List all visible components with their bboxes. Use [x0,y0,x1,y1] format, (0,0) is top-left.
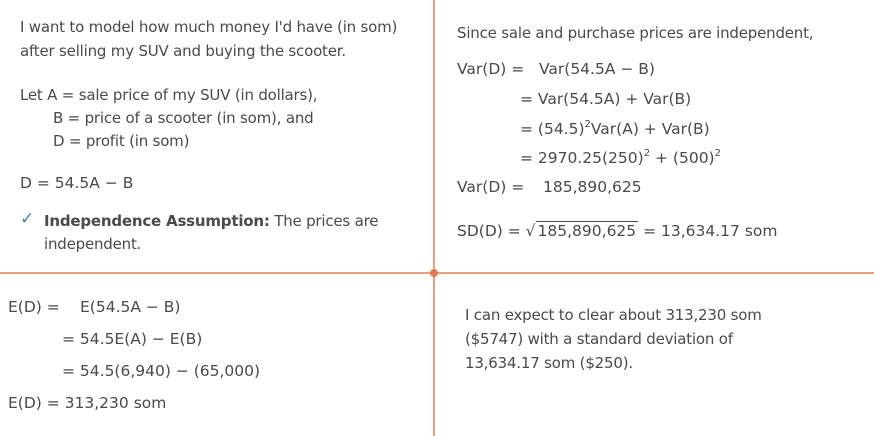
assumption-line-2: independent. [44,235,142,253]
intro-line-2: after selling my SUV and buying the scooter. [20,42,346,60]
variance-result-lhs: Var(D) = [457,178,525,196]
check-icon: ✓ [20,209,35,229]
variance-step-1: Var(54.5A − B) [539,60,655,78]
expected-step-3: = 54.5(6,940) − (65,000) [62,362,261,380]
variance-step-2: = Var(54.5A) + Var(B) [520,90,692,108]
variance-step-3-pre: = (54.5) [520,120,585,138]
variance-step-3 [520,119,710,138]
variance-step-4-exp-1: 2 [643,148,651,159]
variance-step-3-exp: 2 [584,119,591,130]
definition-d: D = profit (in som) [53,132,190,150]
intro-line-1: I want to model how much money I'd have (in som) [20,18,398,36]
sd-equation [457,222,777,240]
assumption-label: Independence Assumption: [44,212,270,230]
conclusion-line-3: 13,634.17 som ($250). [465,354,633,372]
variance-lhs: Var(D) = [457,60,525,78]
sd-radicand: 185,890,625 [537,222,637,240]
expected-lhs: E(D) = [8,298,60,316]
variance-step-4-mid: + (500) [650,149,715,167]
expected-result: E(D) = 313,230 som [8,394,167,412]
sd-lhs: SD(D) = [457,222,521,240]
variance-step-4-pre: = 2970.25(250) [520,149,644,167]
center-dot [430,269,438,277]
assumption-text-1: The prices are [274,212,379,230]
conclusion-line-2: ($5747) with a standard deviation of [465,330,733,348]
variance-step-3-post: Var(A) + Var(B) [590,120,710,138]
definition-b: B = price of a scooter (in som), and [53,109,314,127]
variance-result: 185,890,625 [543,178,642,196]
square-root [526,222,639,240]
sqrt-icon: √ [525,222,536,240]
conclusion-line-1: I can expect to clear about 313,230 som [465,306,762,324]
expected-step-1: E(54.5A − B) [80,298,181,316]
variance-intro: Since sale and purchase prices are independent, [457,24,814,42]
model-equation: D = 54.5A − B [20,174,134,192]
sd-result: = 13,634.17 som [643,222,778,240]
definition-a: Let A = sale price of my SUV (in dollars), [20,86,318,104]
variance-step-4 [520,148,721,167]
assumption-line-1 [44,212,378,230]
variance-step-4-exp-2: 2 [714,148,721,159]
vertical-divider [433,0,435,436]
expected-step-2: = 54.5E(A) − E(B) [62,330,203,348]
